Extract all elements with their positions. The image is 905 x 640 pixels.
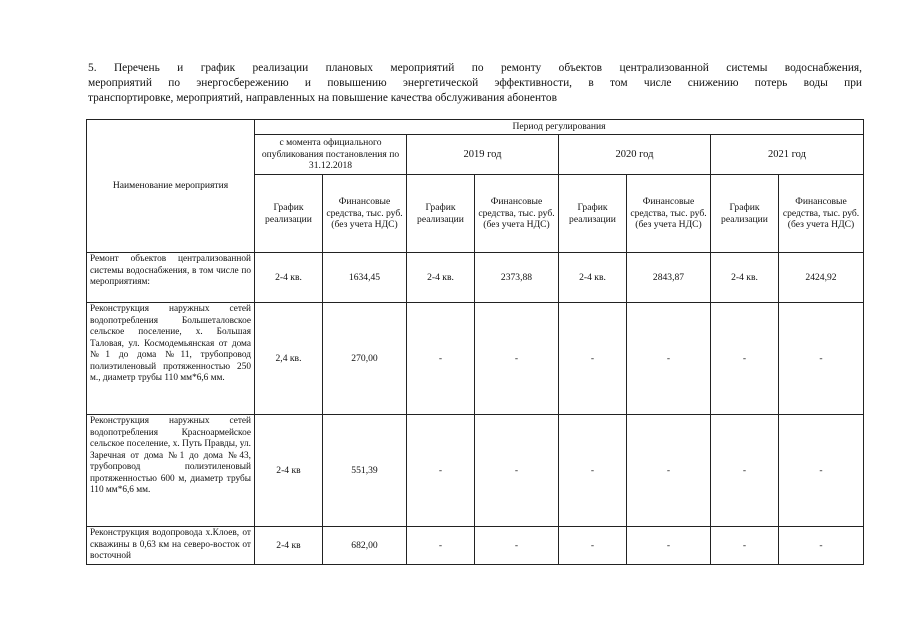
heading-line-1: 5. Перечень и график реализации плановых мероприятий по ремонту объектов централизованной системы водоснабжения, [88,62,862,74]
finance-cell: 2424,92 [779,253,864,303]
measures-table [86,119,864,565]
schedule-cell: - [711,527,779,565]
schedule-cell: 2-4 кв. [559,253,627,303]
finance-header: Финансовые средства, тыс. руб. (без учета НДС) [627,175,711,253]
table-row [87,303,864,415]
finance-cell: 270,00 [323,303,407,415]
period-header: Период регулирования [255,120,864,135]
schedule-cell: - [559,527,627,565]
finance-header: Финансовые средства, тыс. руб. (без учета НДС) [779,175,864,253]
finance-cell: - [475,303,559,415]
finance-header: Финансовые средства, тыс. руб. (без учета НДС) [323,175,407,253]
schedule-header: График реализации [407,175,475,253]
finance-cell: - [779,303,864,415]
period-2021-header: 2021 год [711,135,864,175]
finance-cell: 551,39 [323,415,407,527]
finance-cell: - [779,415,864,527]
finance-cell: - [475,415,559,527]
finance-cell: 1634,45 [323,253,407,303]
table-row [87,415,864,527]
schedule-cell: - [559,303,627,415]
period-2018-header: с момента официального опубликования постановления по 31.12.2018 [255,135,407,175]
name-column-header: Наименование мероприятия [87,120,255,253]
schedule-cell: 2-4 кв [255,415,323,527]
heading-line-3: транспортировке, мероприятий, направленных на повышение качества обслуживания абонентов [88,92,557,104]
schedule-header: График реализации [711,175,779,253]
measure-name: Реконструкция наружных сетей водопотребления Большеталовское сельское поселение, х. Большая Таловая, ул. Космодемьянская от дома №1 до дома №11, трубопровод полиэтиленовый протяженностью 250 м., диаметр трубы 110 мм*6,6 мм. [87,303,255,415]
schedule-cell: - [407,415,475,527]
schedule-cell: - [407,527,475,565]
measure-name: Реконструкция водопровода х.Клоев, от скважины в 0,63 км на северо-восток от восточной [87,527,255,565]
schedule-cell: 2-4 кв. [711,253,779,303]
period-2019-header: 2019 год [407,135,559,175]
table-row [87,527,864,565]
schedule-cell: - [711,415,779,527]
schedule-header: График реализации [559,175,627,253]
finance-cell: 682,00 [323,527,407,565]
finance-cell: - [475,527,559,565]
finance-cell: - [627,303,711,415]
section-heading [88,61,862,106]
measure-name: Реконструкция наружных сетей водопотребления Красноармейское сельское поселение, х. Путь Правды, ул. Заречная от дома №1 до дома №43, трубопровод полиэтиленовый протяженностью 600 м, диаметр трубы 110 мм*6,6 мм. [87,415,255,527]
finance-cell: - [627,415,711,527]
finance-cell: - [779,527,864,565]
schedule-cell: - [559,415,627,527]
schedule-cell: - [711,303,779,415]
schedule-cell: - [407,303,475,415]
heading-line-2: мероприятий по энергосбережению и повышению энергетической эффективности, в том числе снижению потерь воды при [88,77,862,89]
finance-cell: 2373,88 [475,253,559,303]
finance-cell: 2843,87 [627,253,711,303]
finance-header: Финансовые средства, тыс. руб. (без учета НДС) [475,175,559,253]
schedule-header: График реализации [255,175,323,253]
schedule-cell: 2-4 кв. [255,253,323,303]
schedule-cell: 2-4 кв. [407,253,475,303]
schedule-cell: 2-4 кв [255,527,323,565]
schedule-cell: 2,4 кв. [255,303,323,415]
finance-cell: - [627,527,711,565]
measure-name: Ремонт объектов централизованной системы водоснабжения, в том числе по мероприятиям: [87,253,255,303]
period-2020-header: 2020 год [559,135,711,175]
table-row [87,253,864,303]
